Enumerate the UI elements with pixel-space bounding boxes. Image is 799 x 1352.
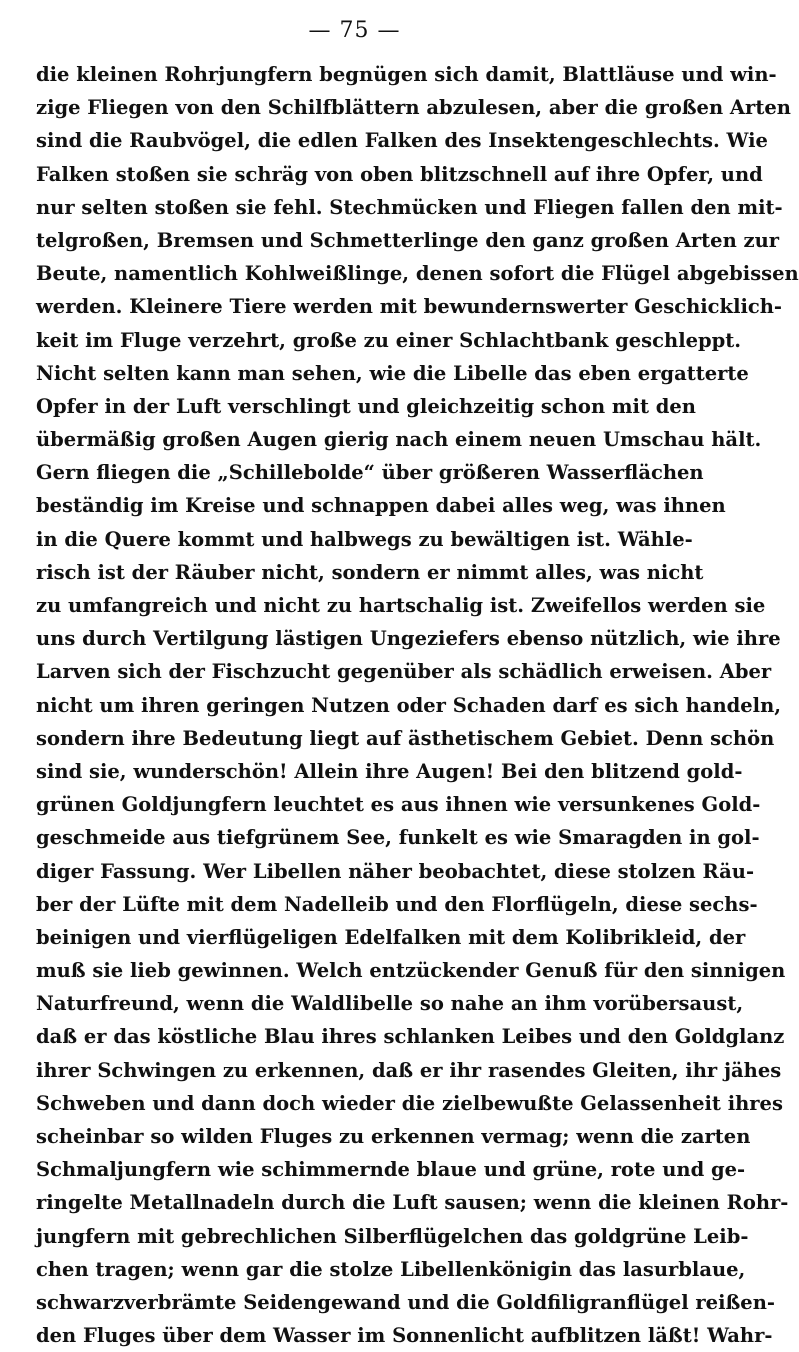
text-line: übermäßig großen Augen gierig nach einem neuen Umschau hält. [36, 428, 762, 452]
text-line: risch ist der Räuber nicht, sondern er nimmt alles, was nicht [36, 560, 704, 584]
text-line: keit im Fluge verzehrt, große zu einer Schlachtbank geschleppt. [36, 328, 742, 352]
text-line: sind die Raubvögel, die edlen Falken des Insektengeschlechts. Wie [36, 129, 768, 153]
body-text [36, 58, 799, 1352]
text-line: daß er das köstliche Blau ihres schlanken Leibes und den Goldglanz [36, 1025, 785, 1049]
text-line: Naturfreund, wenn die Waldlibelle so nahe an ihm vorübersaust, [36, 992, 744, 1016]
page-number: — 75 — [308, 18, 401, 43]
text-line: beinigen und vierflügeligen Edelfalken mit dem Kolibrikleid, der [36, 925, 746, 949]
text-line: diger Fassung. Wer Libellen näher beobachtet, diese stolzen Räu- [36, 859, 755, 883]
text-line: die kleinen Rohrjungfern begnügen sich damit, Blattläuse und win- [36, 63, 777, 86]
text-line: ber der Lüfte mit dem Nadelleib und den Florflügeln, diese sechs- [36, 892, 758, 916]
text-line: Opfer in der Luft verschlingt und gleichzeitig schon mit den [36, 394, 696, 418]
text-line: geschmeide aus tiefgrünem See, funkelt es wie Smaragden in gol- [36, 826, 760, 850]
text-line: ihrer Schwingen zu erkennen, daß er ihr rasendes Gleiten, ihr jähes [36, 1058, 782, 1082]
text-line: muß sie lieb gewinnen. Welch entzückender Genuß für den sinnigen [36, 959, 786, 983]
text-line: jungfern mit gebrechlichen Silberflügelchen das goldgrüne Leib- [36, 1224, 749, 1248]
text-line: telgroßen, Bremsen und Schmetterlinge den ganz großen Arten zur [36, 228, 780, 252]
text-line: zu umfangreich und nicht zu hartschalig ist. Zweifellos werden sie [36, 594, 766, 617]
text-line: schwarzverbrämte Seidengewand und die Goldfiligranflügel reißen- [36, 1290, 775, 1314]
text-line: Schweben und dann doch wieder die zielbewußte Gelassenheit ihres [36, 1091, 783, 1115]
text-line: Schmaljungfern wie schimmernde blaue und grüne, rote und ge- [36, 1158, 746, 1182]
text-line: werden. Kleinere Tiere werden mit bewundernswerter Geschicklich- [36, 295, 783, 319]
text-line: chen tragen; wenn gar die stolze Libellenkönigin das lasurblaue, [36, 1257, 746, 1281]
text-line: sind sie, wunderschön! Allein ihre Augen! Bei den blitzend gold- [36, 759, 743, 783]
text-line: Beute, namentlich Kohlweißlinge, denen sofort die Flügel abgebissen [36, 262, 799, 286]
text-line: ringelte Metallnadeln durch die Luft sausen; wenn die kleinen Rohr- [36, 1191, 789, 1215]
text-line: Falken stoßen sie schräg von oben blitzschnell auf ihre Opfer, und [36, 162, 763, 186]
text-line: sondern ihre Bedeutung liegt auf ästhetischem Gebiet. Denn schön [36, 726, 775, 750]
text-line: nur selten stoßen sie fehl. Stechmücken und Fliegen fallen den mit- [36, 195, 783, 219]
text-line: nicht um ihren geringen Nutzen oder Schaden darf es sich handeln, [36, 693, 782, 717]
text-line: beständig im Kreise und schnappen dabei alles weg, was ihnen [36, 494, 726, 518]
text-line: Gern fliegen die „Schillebolde“ über größeren Wasserflächen [36, 461, 704, 485]
text-line: in die Quere kommt und halbwegs zu bewältigen ist. Wähle- [36, 527, 693, 551]
text-line: Larven sich der Fischzucht gegenüber als schädlich erweisen. Aber [36, 660, 772, 684]
text-line: zige Fliegen von den Schilfblättern abzulesen, aber die großen Arten [36, 96, 791, 120]
text-line: uns durch Vertilgung lästigen Ungeziefers ebenso nützlich, wie ihre [36, 627, 781, 651]
text-line: scheinbar so wilden Fluges zu erkennen vermag; wenn die zarten [36, 1125, 751, 1148]
text-line: grünen Goldjungfern leuchtet es aus ihnen wie versunkenes Gold- [36, 793, 761, 817]
text-line: den Fluges über dem Wasser im Sonnenlicht aufblitzen läßt! Wahr- [36, 1324, 773, 1348]
text-line: Nicht selten kann man sehen, wie die Libelle das eben ergatterte [36, 361, 749, 385]
